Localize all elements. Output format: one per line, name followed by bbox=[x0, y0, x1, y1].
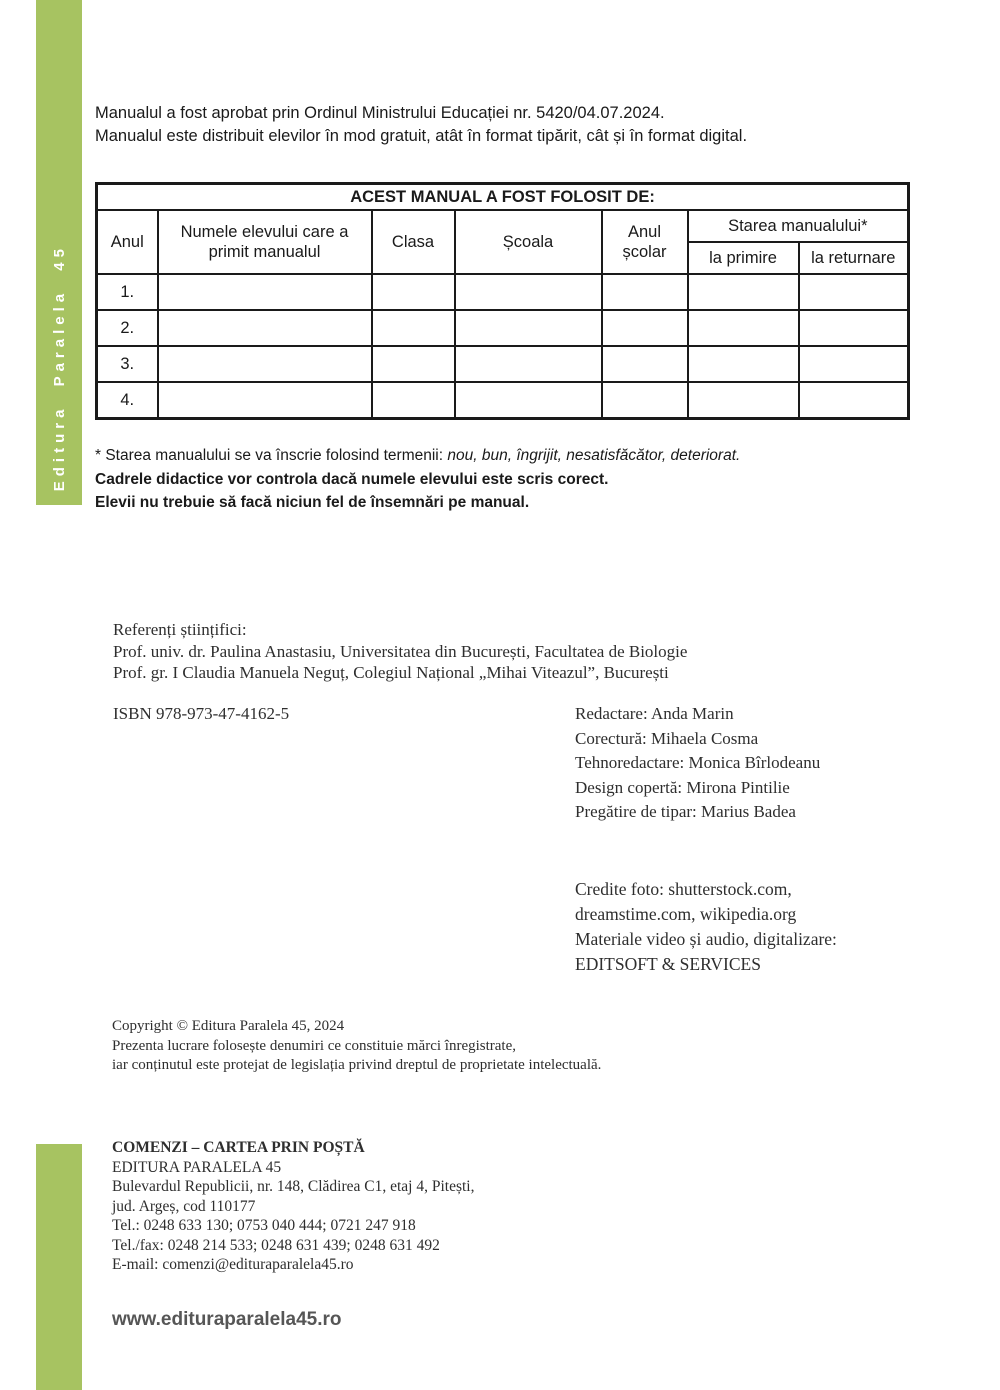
orders-contact-block bbox=[112, 1138, 474, 1275]
copyright-line-1: Copyright © Editura Paralela 45, 2024 bbox=[112, 1018, 345, 1034]
empty-cell bbox=[372, 346, 455, 382]
col-header-clasa: Clasa bbox=[372, 210, 455, 274]
row-number: 1. bbox=[97, 274, 158, 310]
photo-credits bbox=[575, 877, 837, 977]
col-header-anul-scolar: Anul școlar bbox=[602, 210, 688, 274]
manual-usage-table bbox=[95, 182, 910, 420]
empty-cell bbox=[455, 274, 602, 310]
footnote-terms: nou, bun, îngrijit, nesatisfăcător, deteriorat. bbox=[447, 447, 741, 464]
bottom-green-band bbox=[36, 1144, 82, 1390]
empty-cell bbox=[688, 346, 799, 382]
approval-line-1: Manualul a fost aprobat prin Ordinul Ministrului Educației nr. 5420/04.07.2024. bbox=[95, 104, 665, 122]
photo-credit-line-1: Credite foto: shutterstock.com, bbox=[575, 879, 792, 899]
footnote-teachers-note: Cadrele didactice vor controla dacă numele elevului este scris corect. bbox=[95, 470, 609, 488]
col-header-numele-elevului: Numele elevului care a primit manualul bbox=[158, 210, 372, 274]
credit-prepress: Pregătire de tipar: Marius Badea bbox=[575, 802, 796, 821]
empty-cell bbox=[158, 346, 372, 382]
orders-address-1: Bulevardul Republicii, nr. 148, Clădirea C1, etaj 4, Pitești, bbox=[112, 1178, 475, 1195]
table-row-1 bbox=[97, 274, 909, 310]
isbn: ISBN 978-973-47-4162-5 bbox=[113, 704, 290, 723]
referee-1: Prof. univ. dr. Paulina Anastasiu, Universitatea din București, Facultatea de Biologie bbox=[113, 641, 688, 661]
footnote-students-note: Elevii nu trebuie să facă niciun fel de însemnări pe manual. bbox=[95, 494, 530, 511]
approval-line-2: Manualul este distribuit elevilor în mod gratuit, atât în format tipărit, cât și în format digital. bbox=[95, 127, 748, 145]
empty-cell bbox=[799, 346, 909, 382]
empty-cell bbox=[455, 382, 602, 418]
row-number: 4. bbox=[97, 382, 158, 418]
empty-cell bbox=[688, 310, 799, 346]
orders-address-2: jud. Argeș, cod 110177 bbox=[112, 1197, 256, 1215]
empty-cell bbox=[602, 310, 688, 346]
copyright-notice bbox=[112, 1017, 601, 1076]
row-number: 2. bbox=[97, 310, 158, 346]
empty-cell bbox=[372, 310, 455, 346]
publisher-website: www.edituraparalela45.ro bbox=[112, 1309, 342, 1330]
footnote-terms-line bbox=[95, 444, 925, 468]
row-number: 3. bbox=[97, 346, 158, 382]
scientific-referees bbox=[113, 619, 687, 684]
copyright-line-3: iar conținutul este protejat de legislația privind dreptul de proprietate intelectuală. bbox=[112, 1057, 602, 1073]
empty-cell bbox=[688, 274, 799, 310]
empty-cell bbox=[799, 274, 909, 310]
table-title: ACEST MANUAL A FOST FOLOSIT DE: bbox=[97, 184, 909, 211]
empty-cell bbox=[158, 382, 372, 418]
orders-heading: COMENZI – CARTEA PRIN POȘTĂ bbox=[112, 1139, 365, 1156]
referee-2: Prof. gr. I Claudia Manuela Neguț, Colegiul Național „Mihai Viteazul”, București bbox=[113, 663, 669, 682]
staff-credits bbox=[575, 702, 820, 825]
col-header-la-primire: la primire bbox=[688, 242, 799, 274]
orders-fax: Tel./fax: 0248 214 533; 0248 631 439; 0248 631 492 bbox=[112, 1236, 440, 1254]
orders-email: E-mail: comenzi@edituraparalela45.ro bbox=[112, 1256, 354, 1273]
publisher-vertical-label: Editura Paralela 45 bbox=[50, 243, 68, 491]
empty-cell bbox=[158, 310, 372, 346]
copyright-line-2: Prezenta lucrare folosește denumiri ce constituie mărci înregistrate, bbox=[112, 1037, 516, 1054]
empty-cell bbox=[158, 274, 372, 310]
orders-publisher: EDITURA PARALELA 45 bbox=[112, 1158, 282, 1176]
orders-phone: Tel.: 0248 633 130; 0753 040 444; 0721 247 918 bbox=[112, 1217, 416, 1234]
photo-credit-line-2: dreamstime.com, wikipedia.org bbox=[575, 904, 797, 924]
empty-cell bbox=[455, 310, 602, 346]
empty-cell bbox=[372, 274, 455, 310]
empty-cell bbox=[799, 382, 909, 418]
footnote-prefix: * Starea manualului se va înscrie folosind termenii: bbox=[95, 447, 448, 464]
photo-credit-line-4: EDITSOFT & SERVICES bbox=[575, 954, 761, 974]
empty-cell bbox=[602, 346, 688, 382]
approval-note bbox=[95, 102, 925, 148]
publisher-side-band bbox=[36, 0, 82, 505]
empty-cell bbox=[602, 274, 688, 310]
credit-cover-design: Design copertă: Mirona Pintilie bbox=[575, 777, 790, 797]
table-row-2 bbox=[97, 310, 909, 346]
empty-cell bbox=[799, 310, 909, 346]
referees-heading: Referenți științifici: bbox=[113, 620, 247, 639]
empty-cell bbox=[688, 382, 799, 418]
table-footnote bbox=[95, 444, 925, 515]
col-header-scoala: Școala bbox=[455, 210, 602, 274]
photo-credit-line-3: Materiale video și audio, digitalizare: bbox=[575, 929, 837, 949]
empty-cell bbox=[455, 346, 602, 382]
col-header-starea-manualului: Starea manualului* bbox=[688, 210, 909, 242]
table-row-4 bbox=[97, 382, 909, 418]
credit-editor: Redactare: Anda Marin bbox=[575, 704, 734, 723]
credit-typesetting: Tehnoredactare: Monica Bîrlodeanu bbox=[575, 753, 821, 772]
empty-cell bbox=[372, 382, 455, 418]
table-row-3 bbox=[97, 346, 909, 382]
credit-proofreading: Corectură: Mihaela Cosma bbox=[575, 728, 759, 748]
col-header-la-returnare: la returnare bbox=[799, 242, 909, 274]
col-header-anul: Anul bbox=[97, 210, 158, 274]
empty-cell bbox=[602, 382, 688, 418]
